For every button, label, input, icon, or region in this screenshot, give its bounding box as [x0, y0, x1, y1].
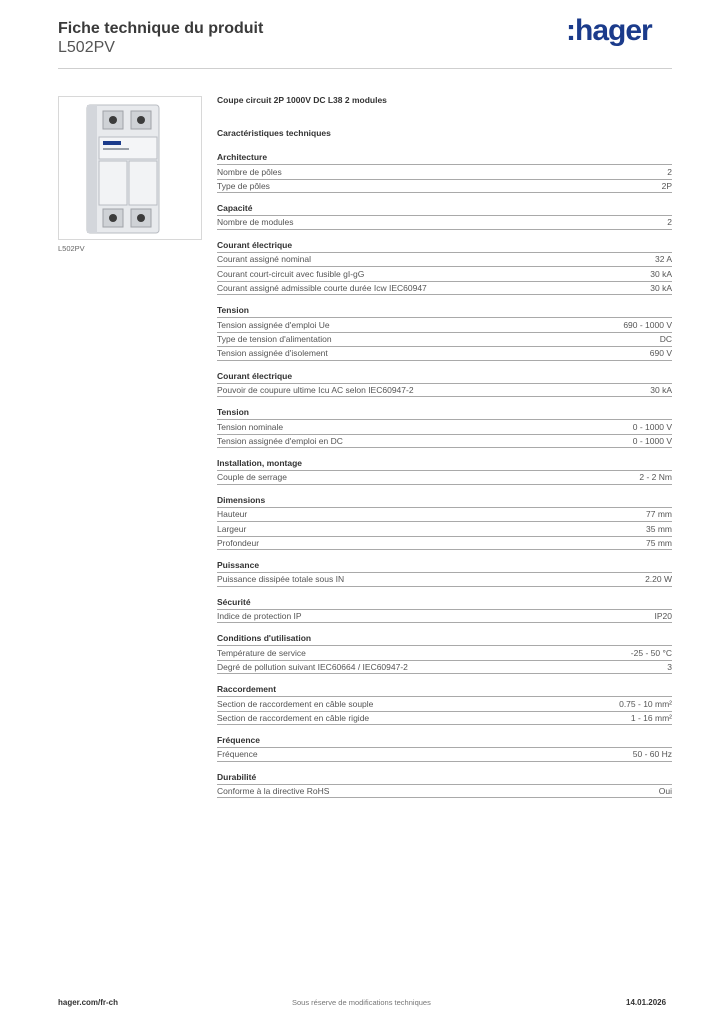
spec-section [217, 457, 672, 485]
hager-logo: :hager [566, 14, 652, 47]
spec-row [217, 696, 672, 711]
spec-label: Courant assigné nominal [217, 254, 312, 265]
spec-row [217, 645, 672, 660]
spec-label: Tension assignée d'emploi en DC [217, 435, 343, 446]
spec-label: Tension assignée d'emploi Ue [217, 319, 330, 330]
spec-row [217, 470, 672, 485]
product-reference: L502PV [58, 39, 115, 56]
spec-row [217, 346, 672, 361]
section-title: Dimensions [217, 494, 266, 505]
spec-value: IP20 [654, 610, 672, 621]
spec-value: 1 - 16 mm² [630, 712, 672, 723]
footer-website: hager.com/fr-ch [58, 998, 119, 1007]
spec-row [217, 784, 672, 799]
spec-label: Température de service [217, 647, 306, 658]
spec-rows [217, 383, 672, 398]
spec-label: Type de pôles [217, 180, 270, 191]
spec-section [217, 596, 672, 624]
product-title: Coupe circuit 2P 1000V DC L38 2 modules [217, 95, 387, 105]
spec-section [217, 304, 672, 361]
spec-label: Fréquence [217, 749, 258, 760]
spec-value: -25 - 50 °C [630, 647, 672, 658]
spec-section [217, 771, 672, 799]
section-title: Conditions d'utilisation [217, 633, 312, 643]
spec-rows [217, 215, 672, 230]
specifications-heading: Caractéristiques techniques [217, 128, 331, 138]
spec-value: 30 kA [650, 268, 672, 279]
spec-row [217, 434, 672, 449]
spec-row [217, 609, 672, 624]
spec-rows [217, 252, 672, 296]
spec-row [217, 281, 672, 296]
spec-value: 0 - 1000 V [632, 435, 672, 446]
spec-value: 30 kA [650, 384, 672, 395]
spec-rows [217, 470, 672, 485]
spec-row [217, 252, 672, 267]
spec-value: 2 [667, 217, 672, 228]
spec-row [217, 747, 672, 762]
spec-row [217, 215, 672, 230]
spec-row [217, 164, 672, 179]
spec-row [217, 507, 672, 522]
image-caption: L502PV [58, 244, 85, 253]
spec-row [217, 179, 672, 194]
spec-section [217, 202, 672, 230]
spec-label: Type de tension d'alimentation [217, 334, 332, 345]
spec-rows [217, 419, 672, 448]
spec-value: 2P [661, 180, 672, 191]
spec-row [217, 521, 672, 536]
section-title: Installation, montage [217, 458, 303, 468]
spec-label: Courant assigné admissible courte durée Icw IEC60947 [217, 282, 427, 293]
spec-label: Section de raccordement en câble souple [217, 698, 374, 709]
spec-section [217, 683, 672, 725]
section-title: Puissance [217, 560, 260, 570]
spec-label: Indice de protection IP [217, 610, 302, 621]
spec-rows [217, 696, 672, 725]
spec-value: 50 - 60 Hz [632, 749, 672, 760]
spec-value: 75 mm [646, 537, 672, 548]
spec-section [217, 632, 672, 674]
spec-label: Conforme à la directive RoHS [217, 785, 330, 796]
spec-section [217, 239, 672, 296]
spec-label: Profondeur [217, 537, 260, 548]
spec-row [217, 332, 672, 347]
spec-section [217, 151, 672, 193]
spec-value: 77 mm [646, 509, 672, 520]
footer-date: 14.01.2026 [626, 998, 667, 1007]
spec-label: Tension nominale [217, 421, 284, 432]
section-title: Capacité [217, 203, 253, 213]
spec-value: 0 - 1000 V [632, 421, 672, 432]
section-title: Tension [217, 407, 249, 417]
spec-section [217, 370, 672, 398]
spec-row [217, 419, 672, 434]
section-title: Raccordement [217, 684, 277, 694]
spec-value: Oui [658, 785, 672, 796]
spec-rows [217, 645, 672, 674]
spec-rows [217, 164, 672, 193]
spec-value: 2 - 2 Nm [639, 472, 672, 483]
spec-row [217, 711, 672, 726]
spec-label: Section de raccordement en câble rigide [217, 712, 370, 723]
spec-label: Tension assignée d'isolement [217, 348, 328, 359]
spec-value: 690 V [649, 348, 672, 359]
spec-value: DC [659, 334, 672, 345]
section-title: Courant électrique [217, 370, 293, 381]
spec-row [217, 266, 672, 281]
footer-note: Sous réserve de modifications techniques [292, 998, 431, 1007]
spec-rows [217, 784, 672, 799]
spec-rows [217, 747, 672, 762]
spec-label: Degré de pollution suivant IEC60664 / IEC60947-2 [217, 661, 408, 672]
spec-label: Largeur [217, 523, 247, 534]
spec-value: 32 A [654, 254, 672, 265]
section-title: Tension [217, 305, 249, 315]
spec-value: 3 [667, 661, 672, 672]
spec-row [217, 536, 672, 551]
spec-label: Nombre de modules [217, 217, 294, 228]
header-divider [58, 68, 672, 69]
product-image [58, 96, 202, 240]
spec-row [217, 383, 672, 398]
spec-label: Hauteur [217, 509, 248, 520]
spec-section [217, 559, 672, 587]
specifications [217, 95, 672, 807]
spec-label: Courant court-circuit avec fusible gI-gG [217, 268, 365, 279]
spec-row [217, 660, 672, 675]
spec-label: Puissance dissipée totale sous IN [217, 574, 345, 585]
spec-rows [217, 572, 672, 587]
spec-rows [217, 507, 672, 551]
section-title: Sécurité [217, 596, 251, 607]
spec-section [217, 734, 672, 762]
spec-value: 2.20 W [645, 574, 672, 585]
spec-value: 690 - 1000 V [623, 319, 672, 330]
section-title: Durabilité [217, 771, 257, 782]
fuse-holder-icon [59, 97, 201, 239]
spec-row [217, 317, 672, 332]
spec-section [217, 406, 672, 448]
spec-value: 35 mm [646, 523, 672, 534]
spec-rows [217, 317, 672, 361]
spec-value: 0.75 - 10 mm² [619, 698, 672, 709]
spec-value: 2 [667, 166, 672, 177]
spec-section [217, 494, 672, 551]
section-title: Fréquence [217, 735, 260, 745]
spec-value: 30 kA [650, 282, 672, 293]
page-title: Fiche technique du produit [58, 20, 264, 37]
spec-rows [217, 609, 672, 624]
spec-label: Couple de serrage [217, 472, 287, 483]
spec-label: Pouvoir de coupure ultime Icu AC selon IEC60947-2 [217, 384, 414, 395]
specification-sections [217, 151, 672, 798]
section-title: Courant électrique [217, 239, 293, 250]
section-title: Architecture [217, 152, 268, 162]
spec-row [217, 572, 672, 587]
spec-label: Nombre de pôles [217, 166, 282, 177]
